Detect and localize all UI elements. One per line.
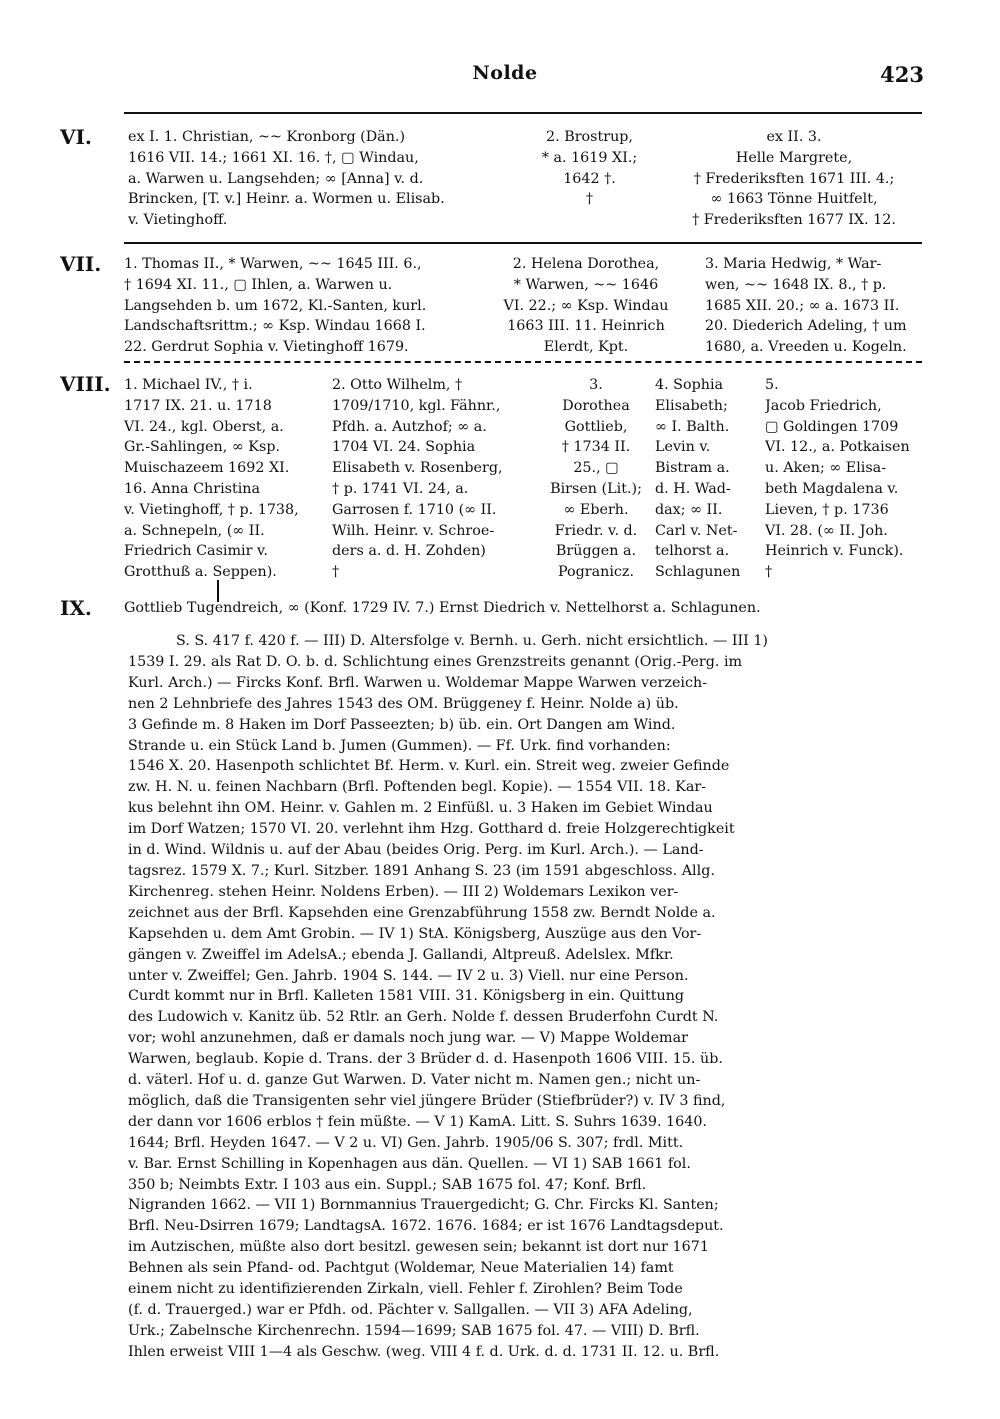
note-line: d. väterl. Hof u. d. ganze Gut Warwen. D. Vater nicht m. Namen gen.; nicht un- xyxy=(128,1072,701,1089)
entry-line: Levin v. xyxy=(655,439,711,456)
entry-line: 1663 III. 11. Heinrich xyxy=(507,318,665,335)
entry-line: Helle Margrete, xyxy=(735,149,853,166)
entry-line: 4. Sophia xyxy=(655,377,724,393)
entry-line: † Frederiksften 1677 IX. 12. xyxy=(692,212,896,229)
entry-line: ∞ 1663 Tönne Huitfelt, xyxy=(710,191,878,208)
entry-line: 1642 †. xyxy=(563,170,616,187)
note-line: im Autzischen, müßte also dort besitzl. gewesen sein; bekannt ist dort nur 1671 xyxy=(128,1239,709,1256)
note-line: zw. H. N. u. feinen Nachbarn (Brfl. Poftenden begl. Kopie). — 1554 VII. 18. Kar- xyxy=(128,779,707,796)
entry-line: dax; ∞ II. xyxy=(655,501,723,518)
entry-line: v. Vietinghoff, † p. 1738, xyxy=(124,501,299,518)
entry-line: 25., ▢ xyxy=(573,460,619,477)
entry-line: * a. 1619 XI.; xyxy=(541,149,638,166)
note-line: Nigranden 1662. — VII 1) Bornmannius Trauergedicht; G. Chr. Fircks Kl. Santen; xyxy=(128,1197,719,1214)
entry-line: † p. 1741 VI. 24, a. xyxy=(332,480,469,497)
entry-line: ▢ Goldingen 1709 xyxy=(765,418,899,435)
entry-line: 1680, a. Vreeden u. Kogeln. xyxy=(705,339,907,356)
entry-line: 1704 VI. 24. Sophia xyxy=(332,439,476,456)
entry-line: 1. Thomas II., * Warwen, ~~ 1645 III. 6., xyxy=(124,256,422,272)
entry-line: † 1734 II. xyxy=(561,439,631,456)
gen-vii-entry-thomas-ii xyxy=(124,254,476,358)
note-line: Ihlen erweist VIII 1—4 als Geschw. (weg. VIII 4 f. d. Urk. d. d. 1731 II. 12. u. Brfl. xyxy=(128,1343,720,1360)
gen-viii-entry-michael-iv xyxy=(124,375,324,583)
entry-line: Schlagunen xyxy=(655,564,741,581)
entry-line: wen, ~~ 1648 IX. 8., † p. xyxy=(705,276,887,293)
entry-line: Elerdt, Kpt. xyxy=(543,339,629,356)
note-line: vor; wohl anzunehmen, daß er damals noch jung war. — V) Mappe Woldemar xyxy=(128,1030,688,1047)
note-line: gängen v. Zweiffel im AdelsA.; ebenda J. Gallandi, Altpreuß. Adelslex. Mfkr. xyxy=(128,946,674,963)
note-line: Kurl. Arch.) — Fircks Konf. Brfl. Warwen u. Woldemar Mappe Warwen verzeich- xyxy=(128,674,708,691)
entry-line: beth Magdalena v. xyxy=(765,480,899,497)
entry-line: VI. 22.; ∞ Ksp. Windau xyxy=(503,297,669,314)
entry-line: VI. 24., kgl. Oberst, a. xyxy=(124,418,284,435)
generation-divider-vi-vii xyxy=(124,242,922,244)
note-line: unter v. Zweiffel; Gen. Jahrb. 1904 S. 144. — IV 2 u. 3) Viell. nur eine Person. xyxy=(128,967,689,984)
entry-line: 2. Helena Dorothea, xyxy=(512,256,660,272)
entry-line: ders a. d. H. Zohden) xyxy=(332,543,486,560)
entry-line: Wilh. Heinr. v. Schroe- xyxy=(332,522,495,539)
entry-line: ∞ Eberh. xyxy=(563,501,629,518)
entry-line: Lieven, † p. 1736 xyxy=(765,501,889,518)
source-notes-section xyxy=(128,631,928,1363)
entry-line: † xyxy=(765,564,773,581)
note-line: Kirchenreg. stehen Heinr. Noldens Erben). — III 2) Woldemars Lexikon ver- xyxy=(128,883,679,900)
note-line: nen 2 Lehnbriefe des Jahres 1543 des OM. Brüggeney f. Heinr. Nolde a) üb. xyxy=(128,695,679,712)
generation-label-vi: VI. xyxy=(60,125,92,149)
entry-line: Brincken, [T. v.] Heinr. a. Wormen u. Elisab. xyxy=(128,191,445,208)
note-line: Brfl. Neu-Dsirren 1679; LandtagsA. 1672. 1676. 1684; er ist 1676 Landtagsdeput. xyxy=(128,1218,724,1235)
gen-viii-entry-dorothea-gottlieb xyxy=(540,375,652,583)
generation-label-viii: VIII. xyxy=(60,372,111,396)
note-line: S. S. 417 f. 420 f. — III) D. Altersfolge v. Bernh. u. Gerh. nicht ersichtlich. — III 1) xyxy=(176,633,768,649)
entry-line: u. Aken; ∞ Elisa- xyxy=(765,460,887,477)
note-line: Urk.; Zabelnsche Kirchenrechn. 1594—1699; SAB 1675 fol. 47. — VIII) D. Brfl. xyxy=(128,1322,700,1339)
entry-line: 1717 IX. 21. u. 1718 xyxy=(124,397,272,414)
note-line: kus belehnt ihn OM. Heinr. v. Gahlen m. 2 Einfüßl. u. 3 Haken im Gebiet Windau xyxy=(128,800,713,817)
entry-line: 1. Michael IV., † i. xyxy=(124,377,253,393)
generation-label-ix: IX. xyxy=(60,596,92,620)
gen-vii-entry-maria-hedwig xyxy=(705,254,927,358)
gen-vi-entry-brostrup xyxy=(522,127,657,210)
gen-vii-entry-helena-dorothea xyxy=(486,254,686,358)
entry-line: Elisabeth; xyxy=(655,397,728,414)
entry-line: Brüggen a. xyxy=(555,543,637,560)
note-line: (f. d. Trauerged.) war er Pfdh. od. Pächter v. Sallgallen. — VII 3) AFA Adeling, xyxy=(128,1302,693,1318)
generation-divider-vii-viii xyxy=(124,361,922,363)
entry-line: Langsehden b. um 1672, Kl.-Santen, kurl. xyxy=(124,297,427,314)
entry-line: 3. Maria Hedwig, * War- xyxy=(705,256,882,272)
entry-line: Landschaftsrittm.; ∞ Ksp. Windau 1668 I. xyxy=(124,318,426,335)
note-line: 1644; Brfl. Heyden 1647. — V 2 u. VI) Gen. Jahrb. 1905/06 S. 307; frdl. Mitt. xyxy=(128,1134,684,1151)
note-line: der dann vor 1606 erblos † fein müßte. — V 1) KamA. Litt. S. Suhrs 1639. 1640. xyxy=(128,1113,707,1130)
entry-line: VI. 12., a. Potkaisen xyxy=(765,439,910,456)
generation-label-vii: VII. xyxy=(60,252,102,276)
entry-line: Friedr. v. d. xyxy=(554,522,638,539)
entry-line: Friedrich Casimir v. xyxy=(124,543,268,560)
entry-line: 1709/1710, kgl. Fähnr., xyxy=(332,397,501,414)
entry-line: ∞ I. Balth. xyxy=(655,418,730,435)
gen-viii-entry-sophia-elisabeth xyxy=(655,375,763,583)
note-line: 1539 I. 29. als Rat D. O. b. d. Schlichtung eines Grenzstreits genannt (Orig.-Perg. im xyxy=(128,653,743,670)
entry-line: † xyxy=(332,564,340,581)
entry-line: Elisabeth v. Rosenberg, xyxy=(332,460,503,477)
entry-line: 3. xyxy=(589,377,603,393)
gen-ix-entry-gottlieb-tugendreich xyxy=(124,598,929,619)
note-line: Behnen als sein Pfand- od. Pachtgut (Woldemar, Neue Materialien 14) famt xyxy=(128,1260,674,1277)
note-line: 3 Gefinde m. 8 Haken im Dorf Passeezten; b) üb. ein. Ort Dangen am Wind. xyxy=(128,716,676,733)
entry-line: Heinrich v. Funck). xyxy=(765,543,904,560)
entry-line: Grotthuß a. Seppen). xyxy=(124,564,277,581)
entry-line: 2. Brostrup, xyxy=(546,129,633,145)
note-line: im Dorf Watzen; 1570 VI. 20. verlehnt ihm Hzg. Gotthard d. freie Holzgerechtigkeit xyxy=(128,821,735,838)
entry-line: Gr.-Sahlingen, ∞ Ksp. xyxy=(124,439,281,456)
note-line: tagsrez. 1579 X. 7.; Kurl. Sitzber. 1891 Anhang S. 23 (im 1591 abgeschloss. Allg. xyxy=(128,862,715,879)
entry-line: 5. xyxy=(765,377,779,393)
entry-line: Pogranicz. xyxy=(557,564,635,581)
entry-line: Birsen (Lit.); xyxy=(550,480,642,497)
entry-line: ex II. 3. xyxy=(766,129,822,145)
entry-line: 16. Anna Christina xyxy=(124,480,261,497)
entry-line: Dorothea xyxy=(562,397,630,414)
note-line: in d. Wind. Wildnis u. auf der Abau (beides Orig. Perg. im Kurl. Arch.). — Land- xyxy=(128,842,704,859)
note-line: Kapsehden u. dem Amt Grobin. — IV 1) StA. Königsberg, Auszüge aus den Vor- xyxy=(128,925,702,942)
entry-line: ex I. 1. Christian, ~~ Kronborg (Dän.) xyxy=(128,129,406,145)
entry-line: Garrosen f. 1710 (∞ II. xyxy=(332,501,497,518)
entry-line: 2. Otto Wilhelm, † xyxy=(332,377,463,393)
note-line: möglich, daß die Transigenten sehr viel jüngere Brüder (Stiefbrüder?) v. IV 3 find, xyxy=(128,1092,726,1109)
entry-line: Carl v. Net- xyxy=(655,522,738,539)
gen-viii-entry-jacob-friedrich xyxy=(765,375,927,583)
note-line: einem nicht zu identifizierenden Zirkaln, viell. Fehler f. Zirohlen? Beim Tode xyxy=(128,1281,683,1298)
note-line: 350 b; Neimbts Extr. I 103 aus ein. Suppl.; SAB 1675 fol. 47; Konf. Brfl. xyxy=(128,1176,647,1193)
entry-line: Gottlieb, xyxy=(564,418,628,435)
gen-ix-text: Gottlieb Tugendreich, ∞ (Konf. 1729 IV. 7.) Ernst Diedrich v. Nettelhorst a. Schlagunen. xyxy=(124,600,761,616)
page-number: 423 xyxy=(880,62,924,87)
note-line: Strande u. ein Stück Land b. Jumen (Gummen). — Ff. Urk. find vorhanden: xyxy=(128,737,671,754)
gen-vi-entry-christian xyxy=(128,127,513,231)
entry-line: 1616 VII. 14.; 1661 XI. 16. †, ▢ Windau, xyxy=(128,149,419,166)
entry-line: VI. 28. (∞ II. Joh. xyxy=(765,522,888,539)
gen-vi-entry-helle-margrete xyxy=(663,127,925,231)
note-line: des Ludowich v. Kanitz üb. 52 Rtlr. an Gerh. Nolde f. dessen Bruderfohn Curdt N. xyxy=(128,1009,719,1026)
running-header-title: Nolde xyxy=(472,62,538,84)
note-line: Warwen, beglaub. Kopie d. Trans. der 3 Brüder d. d. Hasenpoth 1606 VIII. 15. üb. xyxy=(128,1051,723,1068)
note-line: Curdt kommt nur in Brfl. Kalleten 1581 VIII. 31. Königsberg in ein. Quittung xyxy=(128,988,685,1005)
entry-line: * Warwen, ~~ 1646 xyxy=(513,276,659,293)
entry-line: v. Vietinghoff. xyxy=(128,212,228,229)
entry-line: 22. Gerdrut Sophia v. Vietinghoff 1679. xyxy=(124,339,409,356)
entry-line: † Frederiksften 1671 III. 4.; xyxy=(693,170,895,187)
entry-line: † 1694 XI. 11., ▢ Ihlen, a. Warwen u. xyxy=(124,276,393,293)
generation-divider-top xyxy=(124,112,922,114)
entry-line: d. H. Wad- xyxy=(655,480,731,497)
entry-line: telhorst a. xyxy=(655,543,730,560)
note-line: zeichnet aus der Brfl. Kapsehden eine Grenzabführung 1558 zw. Berndt Nolde a. xyxy=(128,904,716,921)
entry-line: 1685 XII. 20.; ∞ a. 1673 II. xyxy=(705,297,900,314)
entry-line: † xyxy=(585,191,594,208)
entry-line: Pfdh. a. Autzhof; ∞ a. xyxy=(332,418,487,435)
gen-viii-entry-otto-wilhelm xyxy=(332,375,532,583)
entry-line: 20. Diederich Adeling, † um xyxy=(705,318,907,335)
entry-line: Bistram a. xyxy=(655,460,730,477)
entry-line: a. Warwen u. Langsehden; ∞ [Anna] v. d. xyxy=(128,170,424,187)
entry-line: a. Schnepeln, (∞ II. xyxy=(124,522,265,539)
entry-line: Jacob Friedrich, xyxy=(765,397,882,414)
entry-line: Muischazeem 1692 XI. xyxy=(124,460,290,477)
note-line: v. Bar. Ernst Schilling in Kopenhagen aus dän. Quellen. — VI 1) SAB 1661 fol. xyxy=(128,1155,691,1172)
note-line: 1546 X. 20. Hasenpoth schlichtet Bf. Herm. v. Kurl. ein. Streit weg. zweier Gefinde xyxy=(128,758,730,775)
